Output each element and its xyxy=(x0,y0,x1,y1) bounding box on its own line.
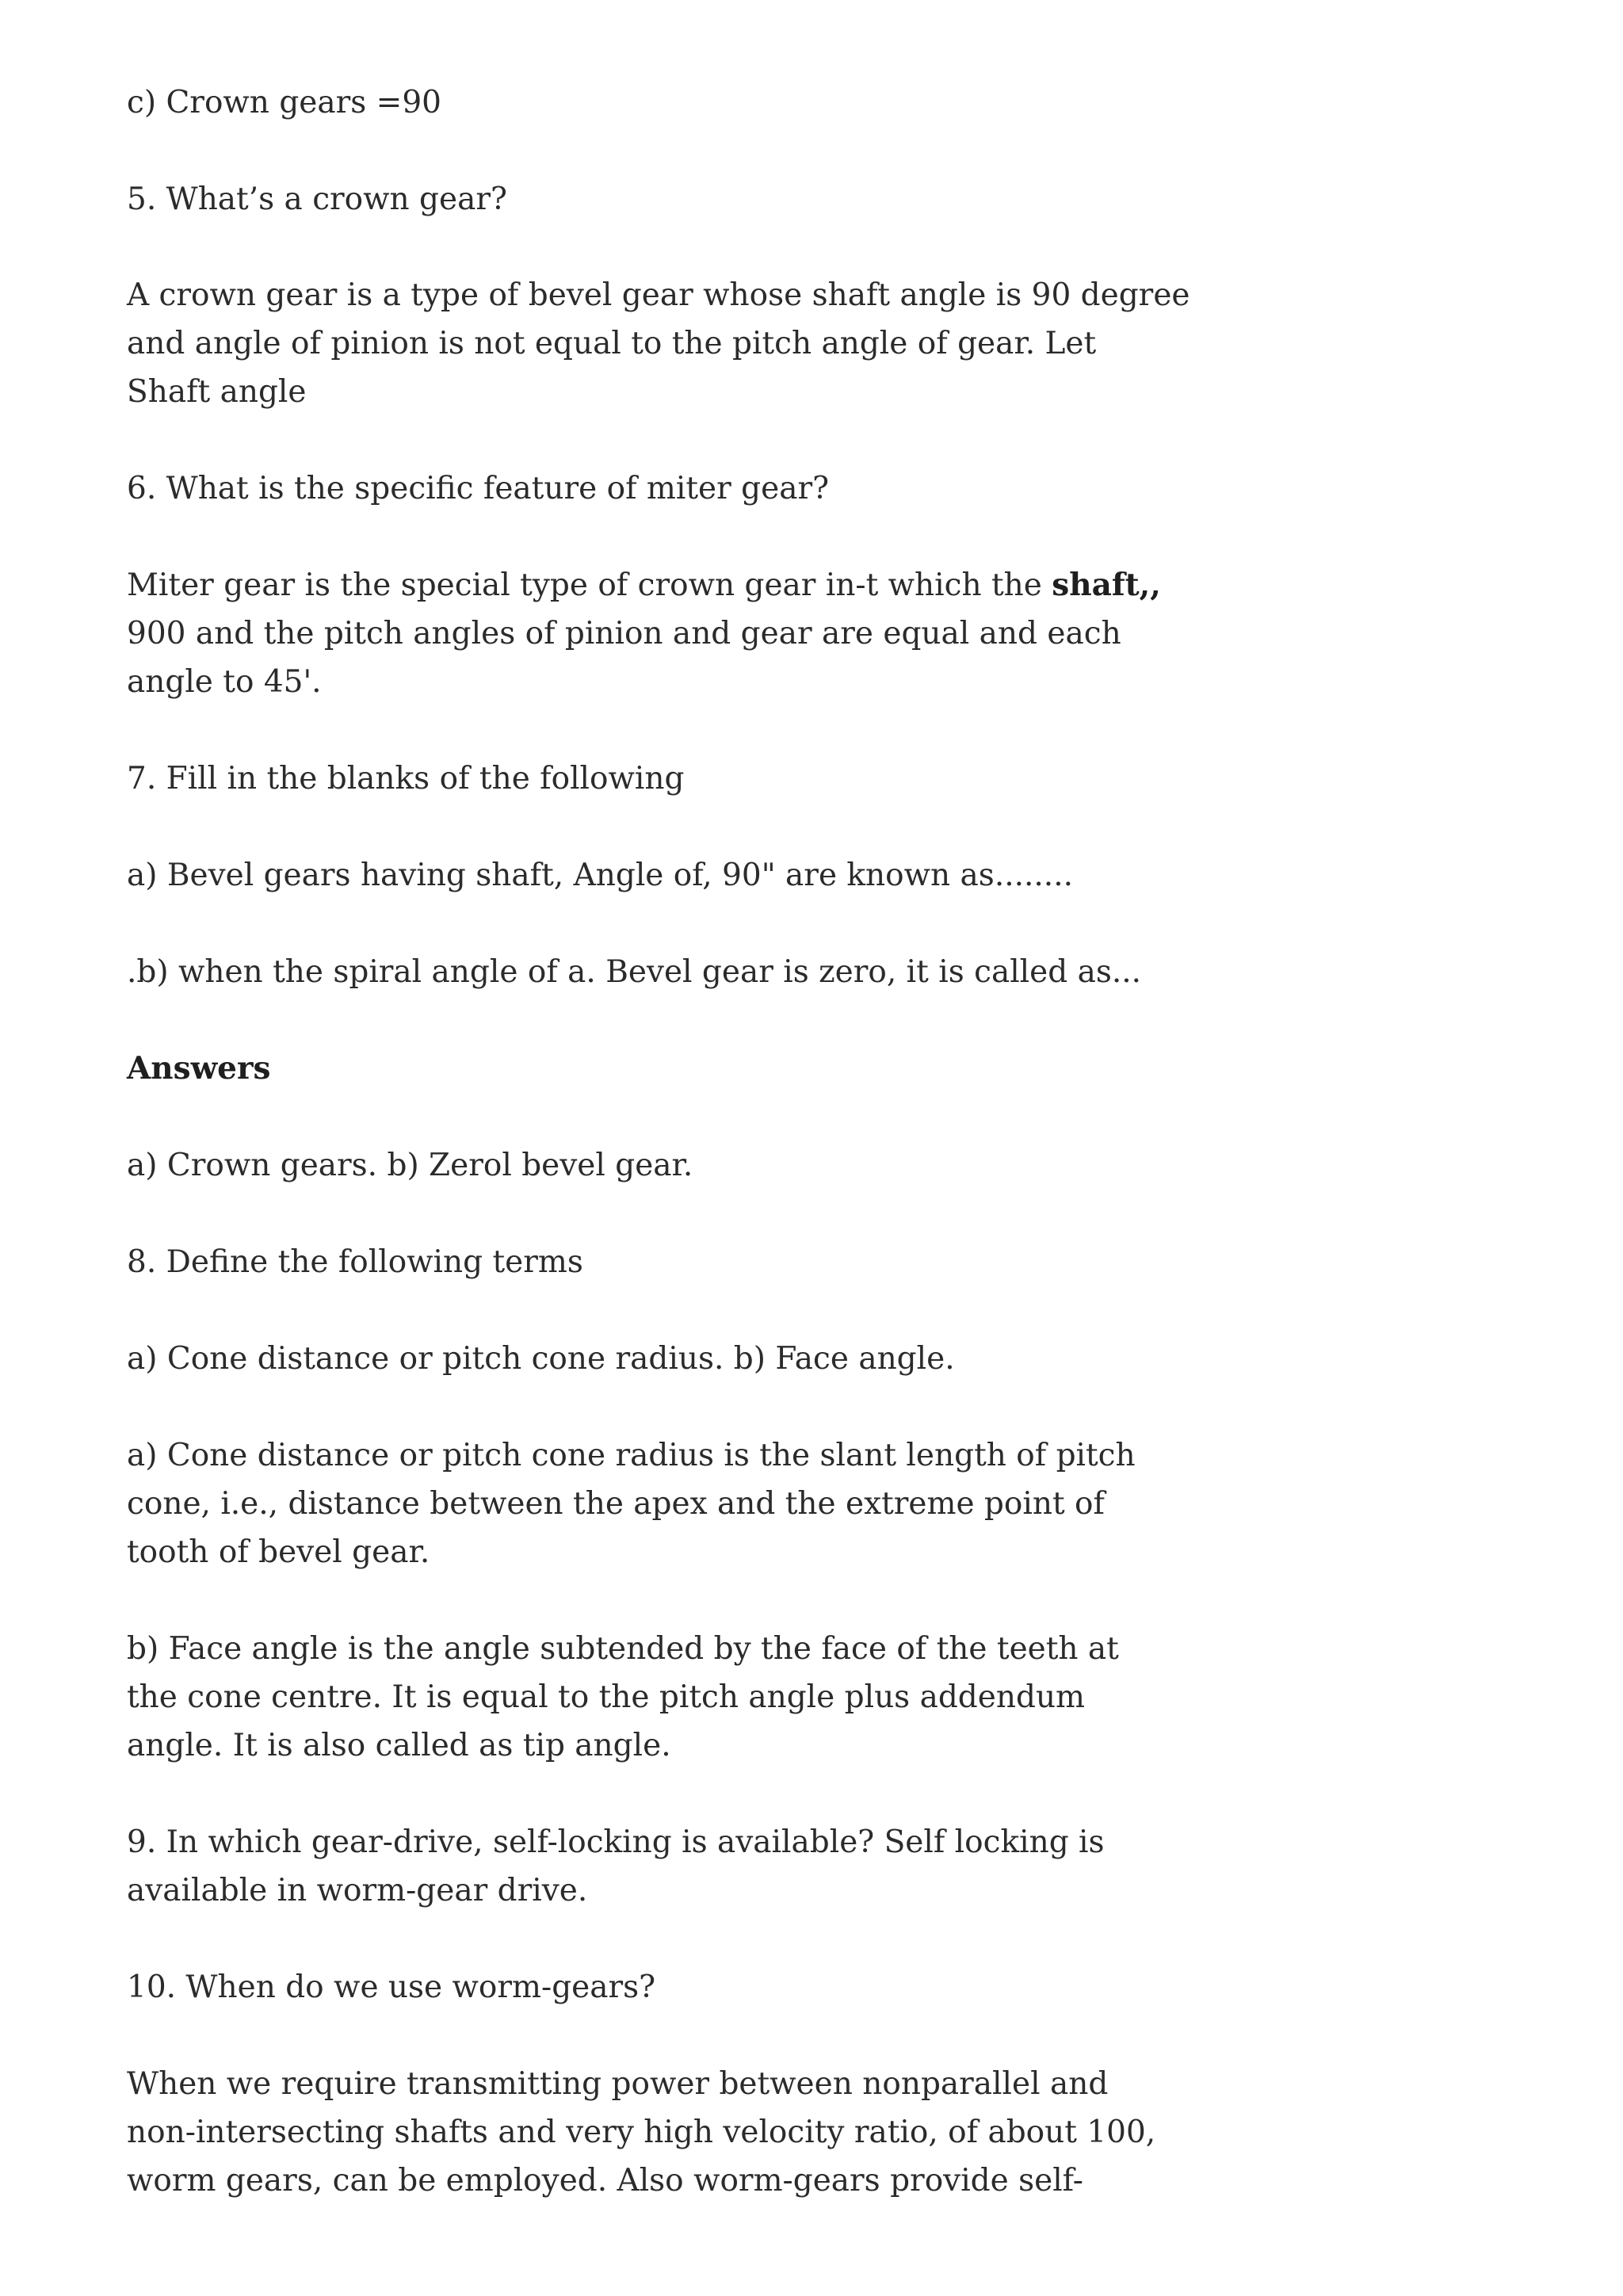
answer-8a-paragraph: a) Cone distance or pitch cone radius is the slant length of pitch cone, i.e., distance between the apex and the extreme point of tooth of bevel gear. xyxy=(127,1438,1136,1570)
question-6: 6. What is the specific feature of miter gear? xyxy=(127,471,829,506)
question-8-terms: a) Cone distance or pitch cone radius. b) Face angle. xyxy=(127,1341,955,1377)
question-7: 7. Fill in the blanks of the following xyxy=(127,761,685,797)
question-5: 5. What’s a crown gear? xyxy=(127,181,507,217)
answer-5-paragraph: A crown gear is a type of bevel gear whose shaft angle is 90 degree and angle of pinion is not equal to the pitch angle of gear. Let Shaft angle xyxy=(127,277,1190,410)
question-9-paragraph: 9. In which gear-drive, self-locking is available? Self locking is available in worm-gear drive. xyxy=(127,1824,1105,1908)
question-7b: .b) when the spiral angle of a. Bevel gear is zero, it is called as... xyxy=(127,954,1142,990)
bold-term: shaft,, xyxy=(1052,567,1161,603)
answer-10-paragraph: When we require transmitting power between nonparallel and non-intersecting shafts and very high velocity ratio, of about 100, worm gears, can be employed. Also worm-gears provide self- xyxy=(127,2066,1156,2199)
question-7a: a) Bevel gears having shaft, Angle of, 90" are known as........ xyxy=(127,858,1073,893)
question-8: 8. Define the following terms xyxy=(127,1244,583,1280)
answer-8b-paragraph: b) Face angle is the angle subtended by the face of the teeth at the cone centre. It is equal to the pitch angle plus addendum angle. It is also called as tip angle. xyxy=(127,1631,1119,1763)
question-10: 10. When do we use worm-gears? xyxy=(127,1969,656,2005)
answers-heading: Answers xyxy=(127,1050,271,1087)
answer-6-paragraph: Miter gear is the special type of crown gear in-t which the shaft,, 900 and the pitch angles of pinion and gear are equal and each angle to 45'. xyxy=(127,567,1161,700)
answer-crown-gears-angle: c) Crown gears =90 xyxy=(127,85,441,120)
answer-7: a) Crown gears. b) Zerol bevel gear. xyxy=(127,1148,693,1183)
